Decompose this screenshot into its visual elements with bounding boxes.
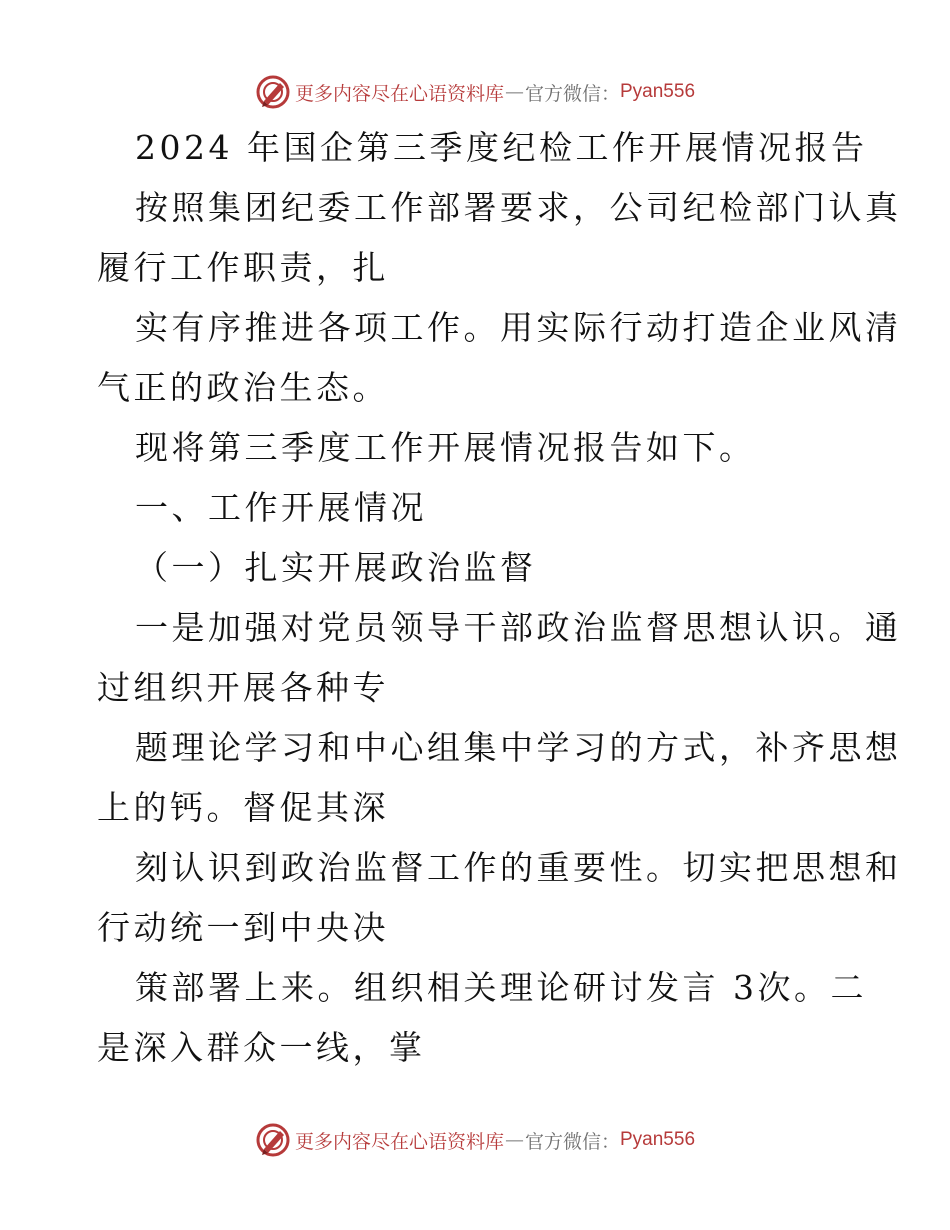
watermark-dash: — (504, 81, 524, 103)
paragraph-line: 一是加强对党员领导干部政治监督思想认识。通 (135, 608, 902, 647)
subsection-heading: （一）扎实开展政治监督 (135, 548, 537, 587)
paragraph-line: 是深入群众一线，掌 (97, 1028, 426, 1067)
watermark-wechat-id: Pyan556 (620, 81, 696, 102)
paragraph-line: 上的钙。督促其深 (97, 788, 389, 827)
section-heading: 一、工作开展情况 (135, 488, 427, 527)
paragraph-line: 行动统一到中央决 (97, 908, 389, 947)
pen-logo-icon (255, 74, 291, 110)
watermark-wechat-id: Pyan556 (620, 1129, 696, 1150)
watermark-brand: 更多内容尽在心语资料库 (294, 1130, 504, 1153)
watermark-dash: — (504, 1129, 524, 1151)
paragraph-line: 过组织开展各种专 (97, 668, 389, 707)
pen-logo-icon (255, 1122, 291, 1158)
paragraph-line: 按照集团纪委工作部署要求，公司纪检部门认真 (135, 188, 902, 227)
paragraph-line: 刻认识到政治监督工作的重要性。切实把思想和 (135, 848, 902, 887)
document-body (97, 124, 902, 1084)
paragraph-line: 策部署上来。组织相关理论研讨发言 3次。二 (135, 968, 867, 1007)
watermark-wechat-label: 官方微信： (524, 1130, 620, 1153)
paragraph-line: 现将第三季度工作开展情况报告如下。 (135, 428, 756, 467)
paragraph-line: 气正的政治生态。 (97, 368, 389, 407)
watermark-footer (0, 1120, 950, 1160)
paragraph-line: 履行工作职责，扎 (97, 248, 389, 287)
watermark-wechat-label: 官方微信： (524, 82, 620, 105)
paragraph-line: 题理论学习和中心组集中学习的方式，补齐思想 (135, 728, 902, 767)
watermark-header (0, 72, 950, 112)
watermark-brand: 更多内容尽在心语资料库 (294, 82, 504, 105)
paragraph-line: 实有序推进各项工作。用实际行动打造企业风清 (135, 308, 902, 347)
document-title: 2024 年国企第三季度纪检工作开展情况报告 (135, 128, 868, 167)
